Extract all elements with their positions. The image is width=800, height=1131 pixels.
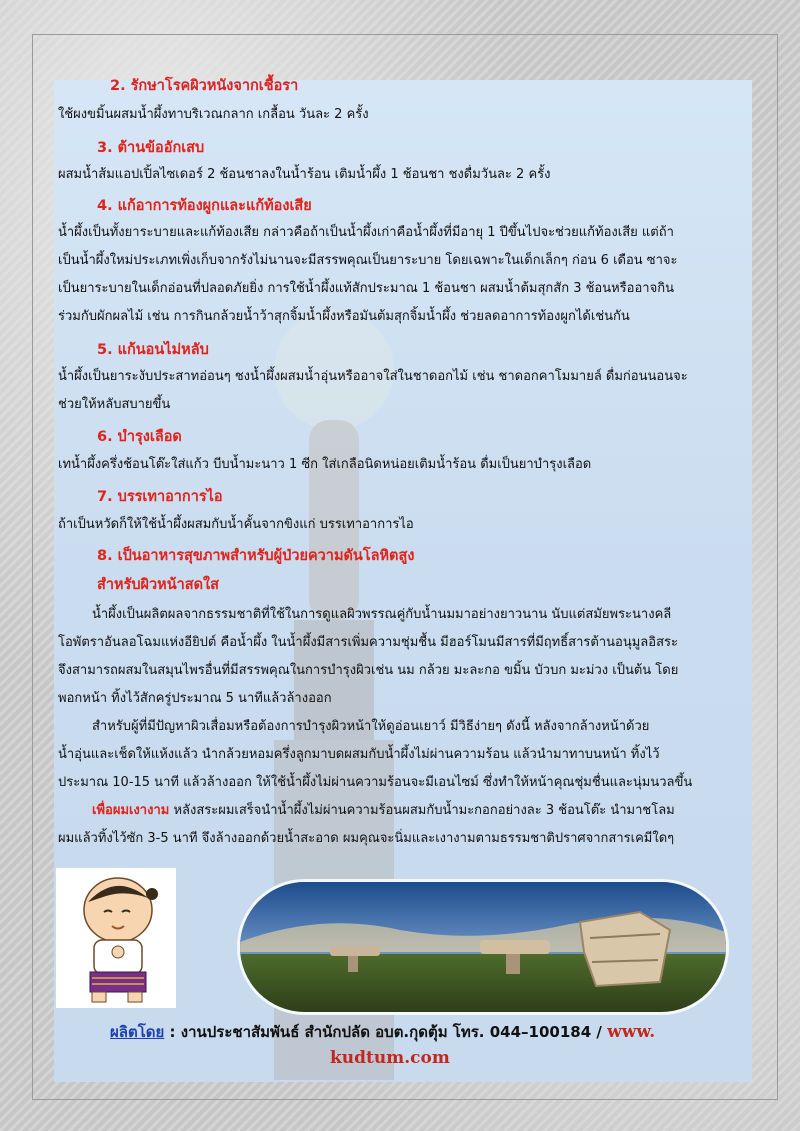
footer-website[interactable]: kudtum.com xyxy=(330,1048,450,1068)
text-insomnia-2: ช่วยให้หลับสบายขึ้น xyxy=(58,397,171,412)
produced-by-link[interactable]: ผลิตโดย xyxy=(110,1023,165,1041)
text-skin-glow-5: สำหรับผู้ที่มีปัญหาผิวเสื่อมหรือต้องการบำรุงผิวหน้าให้ดูอ่อนเยาว์ มีวิธีง่ายๆ ดังนี้ หลังจากล้างหน้าด้วย xyxy=(92,719,650,734)
subheading-skin-glow: สำหรับผิวหน้าสดใส xyxy=(97,577,219,593)
text-hair-2: ผมแล้วทิ้งไว้ซัก 3-5 นาที จึงล้างออกด้วยน้ำสะอาด ผมคุณจะนิ่มและเงางามตามธรรมชาติปราศจากสารเคมีใดๆ xyxy=(58,831,675,846)
heading-skin-fungus: 2. รักษาโรคผิวหนังจากเชื้อรา xyxy=(110,78,299,94)
text-skin-glow-3: จึงสามารถผสมในสมุนไพรอื่นที่มีสรรพคุณในการบำรุงผิวเช่น นม กล้วย มะละกอ ขมิ้น บัวบก มะม่วง เป็นต้น โดย xyxy=(58,663,679,678)
footer-office: งานประชาสัมพันธ์ สำนักปลัด อบต.กุดตุ้ม โทร. 044–100184 / xyxy=(180,1023,608,1041)
text-constipation-4: ร่วมกับผักผลไม้ เช่น การกินกล้วยน้ำว้าสุกจิ้มน้ำผึ้งหรือมันต้มสุกจิ้มน้ำผึ้ง ช่วยลดอาการท้องผูกได้เช่นกัน xyxy=(58,309,630,324)
text-skin-fungus: ใช้ผงขมิ้นผสมน้ำผึ้งทาบริเวณกลาก เกลื้อน วันละ 2 ครั้ง xyxy=(58,107,369,122)
text-blood: เทน้ำผึ้งครึ่งช้อนโต๊ะใส่แก้ว บีบน้ำมะนาว 1 ซีก ใส่เกลือนิดหน่อยเติมน้ำร้อน ดื่มเป็นยาบำรุงเลือด xyxy=(58,457,592,472)
hair-label: เพื่อผมเงางาม xyxy=(92,803,170,818)
text-constipation-1: น้ำผึ้งเป็นทั้งยาระบายและแก้ท้องเสีย กล่าวคือถ้าเป็นน้ำผึ้งเก่าคือน้ำผึ้งที่มีอายุ 1 ปีขึ้นไปจะช่วยแก้ท้องเสีย แต่ถ้า xyxy=(58,225,674,240)
text-skin-glow-6: น้ำอุ่นและเช็ดให้แห้งแล้ว นำกล้วยหอมครึ่งลูกมาบดผสมกับน้ำผึ้งไม่ผ่านความร้อน แล้วนำมาทาบนหน้า ทิ้งไว้ xyxy=(58,747,660,762)
text-arthritis: ผสมน้ำส้มแอปเปิ้ลไซเดอร์ 2 ช้อนชาลงในน้ำร้อน เติมน้ำผึ้ง 1 ช้อนชา ชงดื่มวันละ 2 ครั้ง xyxy=(58,167,551,182)
text-skin-glow-1: น้ำผึ้งเป็นผลิตผลจากธรรมชาติที่ใช้ในการดูแลผิวพรรณคู่กับน้ำนมมาอย่างยาวนาน นับแต่สมัยพระนางคลี xyxy=(92,607,672,622)
heading-cough: 7. บรรเทาอาการไอ xyxy=(97,489,223,505)
text-insomnia-1: น้ำผึ้งเป็นยาระงับประสาทอ่อนๆ ชงน้ำผึ้งผสมน้ำอุ่นหรืออาจใส่ในชาดอกไม้ เช่น ชาดอกคาโมมายล์ ดื่มก่อนนอนจะ xyxy=(58,369,688,384)
heading-blood: 6. บำรุงเลือด xyxy=(97,429,182,445)
heading-insomnia: 5. แก้นอนไม่หลับ xyxy=(97,342,209,358)
footer-www[interactable]: www. xyxy=(607,1022,656,1042)
footer-colon: : xyxy=(164,1023,181,1041)
heading-hypertension: 8. เป็นอาหารสุขภาพสำหรับผู้ป่วยความดันโลหิตสูง xyxy=(97,548,415,564)
heading-constipation: 4. แก้อาการท้องผูกและแก้ท้องเสีย xyxy=(97,198,312,214)
greeting-boy-illustration xyxy=(56,868,176,1008)
text-hair-1 xyxy=(92,799,675,820)
rock-landscape-photo xyxy=(240,882,726,1012)
landscape-image xyxy=(240,882,726,1012)
heading-arthritis: 3. ต้านข้ออักเสบ xyxy=(97,140,205,156)
text-cough: ถ้าเป็นหวัดก็ให้ใช้น้ำผึ้งผสมกับน้ำคั้นจากขิงแก่ บรรเทาอาการไอ xyxy=(58,517,414,532)
hair-text-1: หลังสระผมเสร็จนำน้ำผึ้งไม่ผ่านความร้อนผสมกับน้ำมะกอกอย่างละ 3 ช้อนโต๊ะ นำมาชโลม xyxy=(169,803,675,818)
footer-producer-line xyxy=(110,1020,655,1044)
text-skin-glow-4: พอกหน้า ทิ้งไว้สักครู่ประมาณ 5 นาทีแล้วล้างออก xyxy=(58,691,332,706)
text-skin-glow-7: ประมาณ 10-15 นาที แล้วล้างออก ให้ใช้น้ำผึ้งไม่ผ่านความร้อนจะมีเอนไซม์ ซึ่งทำให้หน้าคุณชุ่มชื่นและนุ่มนวลขึ้น xyxy=(58,775,693,790)
text-constipation-3: เป็นยาระบายในเด็กอ่อนที่ปลอดภัยยิ่ง การใช้น้ำผึ้งแท้สักประมาณ 1 ช้อนชา ผสมน้ำต้มสุกสัก 3 ช้อนหรืออาจกิน xyxy=(58,281,674,296)
text-skin-glow-2: โอพัตราอันลอโฉมแห่งอียิปต์ คือน้ำผึ้ง ในน้ำผึ้งมีสารเพิ่มความชุ่มชื้น มีฮอร์โมนมีสารที่มีฤทธิ์สารต้านอนุมูลอิสระ xyxy=(58,635,678,650)
text-constipation-2: เป็นน้ำผึ้งใหม่ประเภทเพิ่งเก็บจากรังไม่นานจะมีสรรพคุณเป็นยาระบาย โดยเฉพาะในเด็กเล็กๆ ก่อน 6 เดือน ซาจะ xyxy=(58,253,678,268)
